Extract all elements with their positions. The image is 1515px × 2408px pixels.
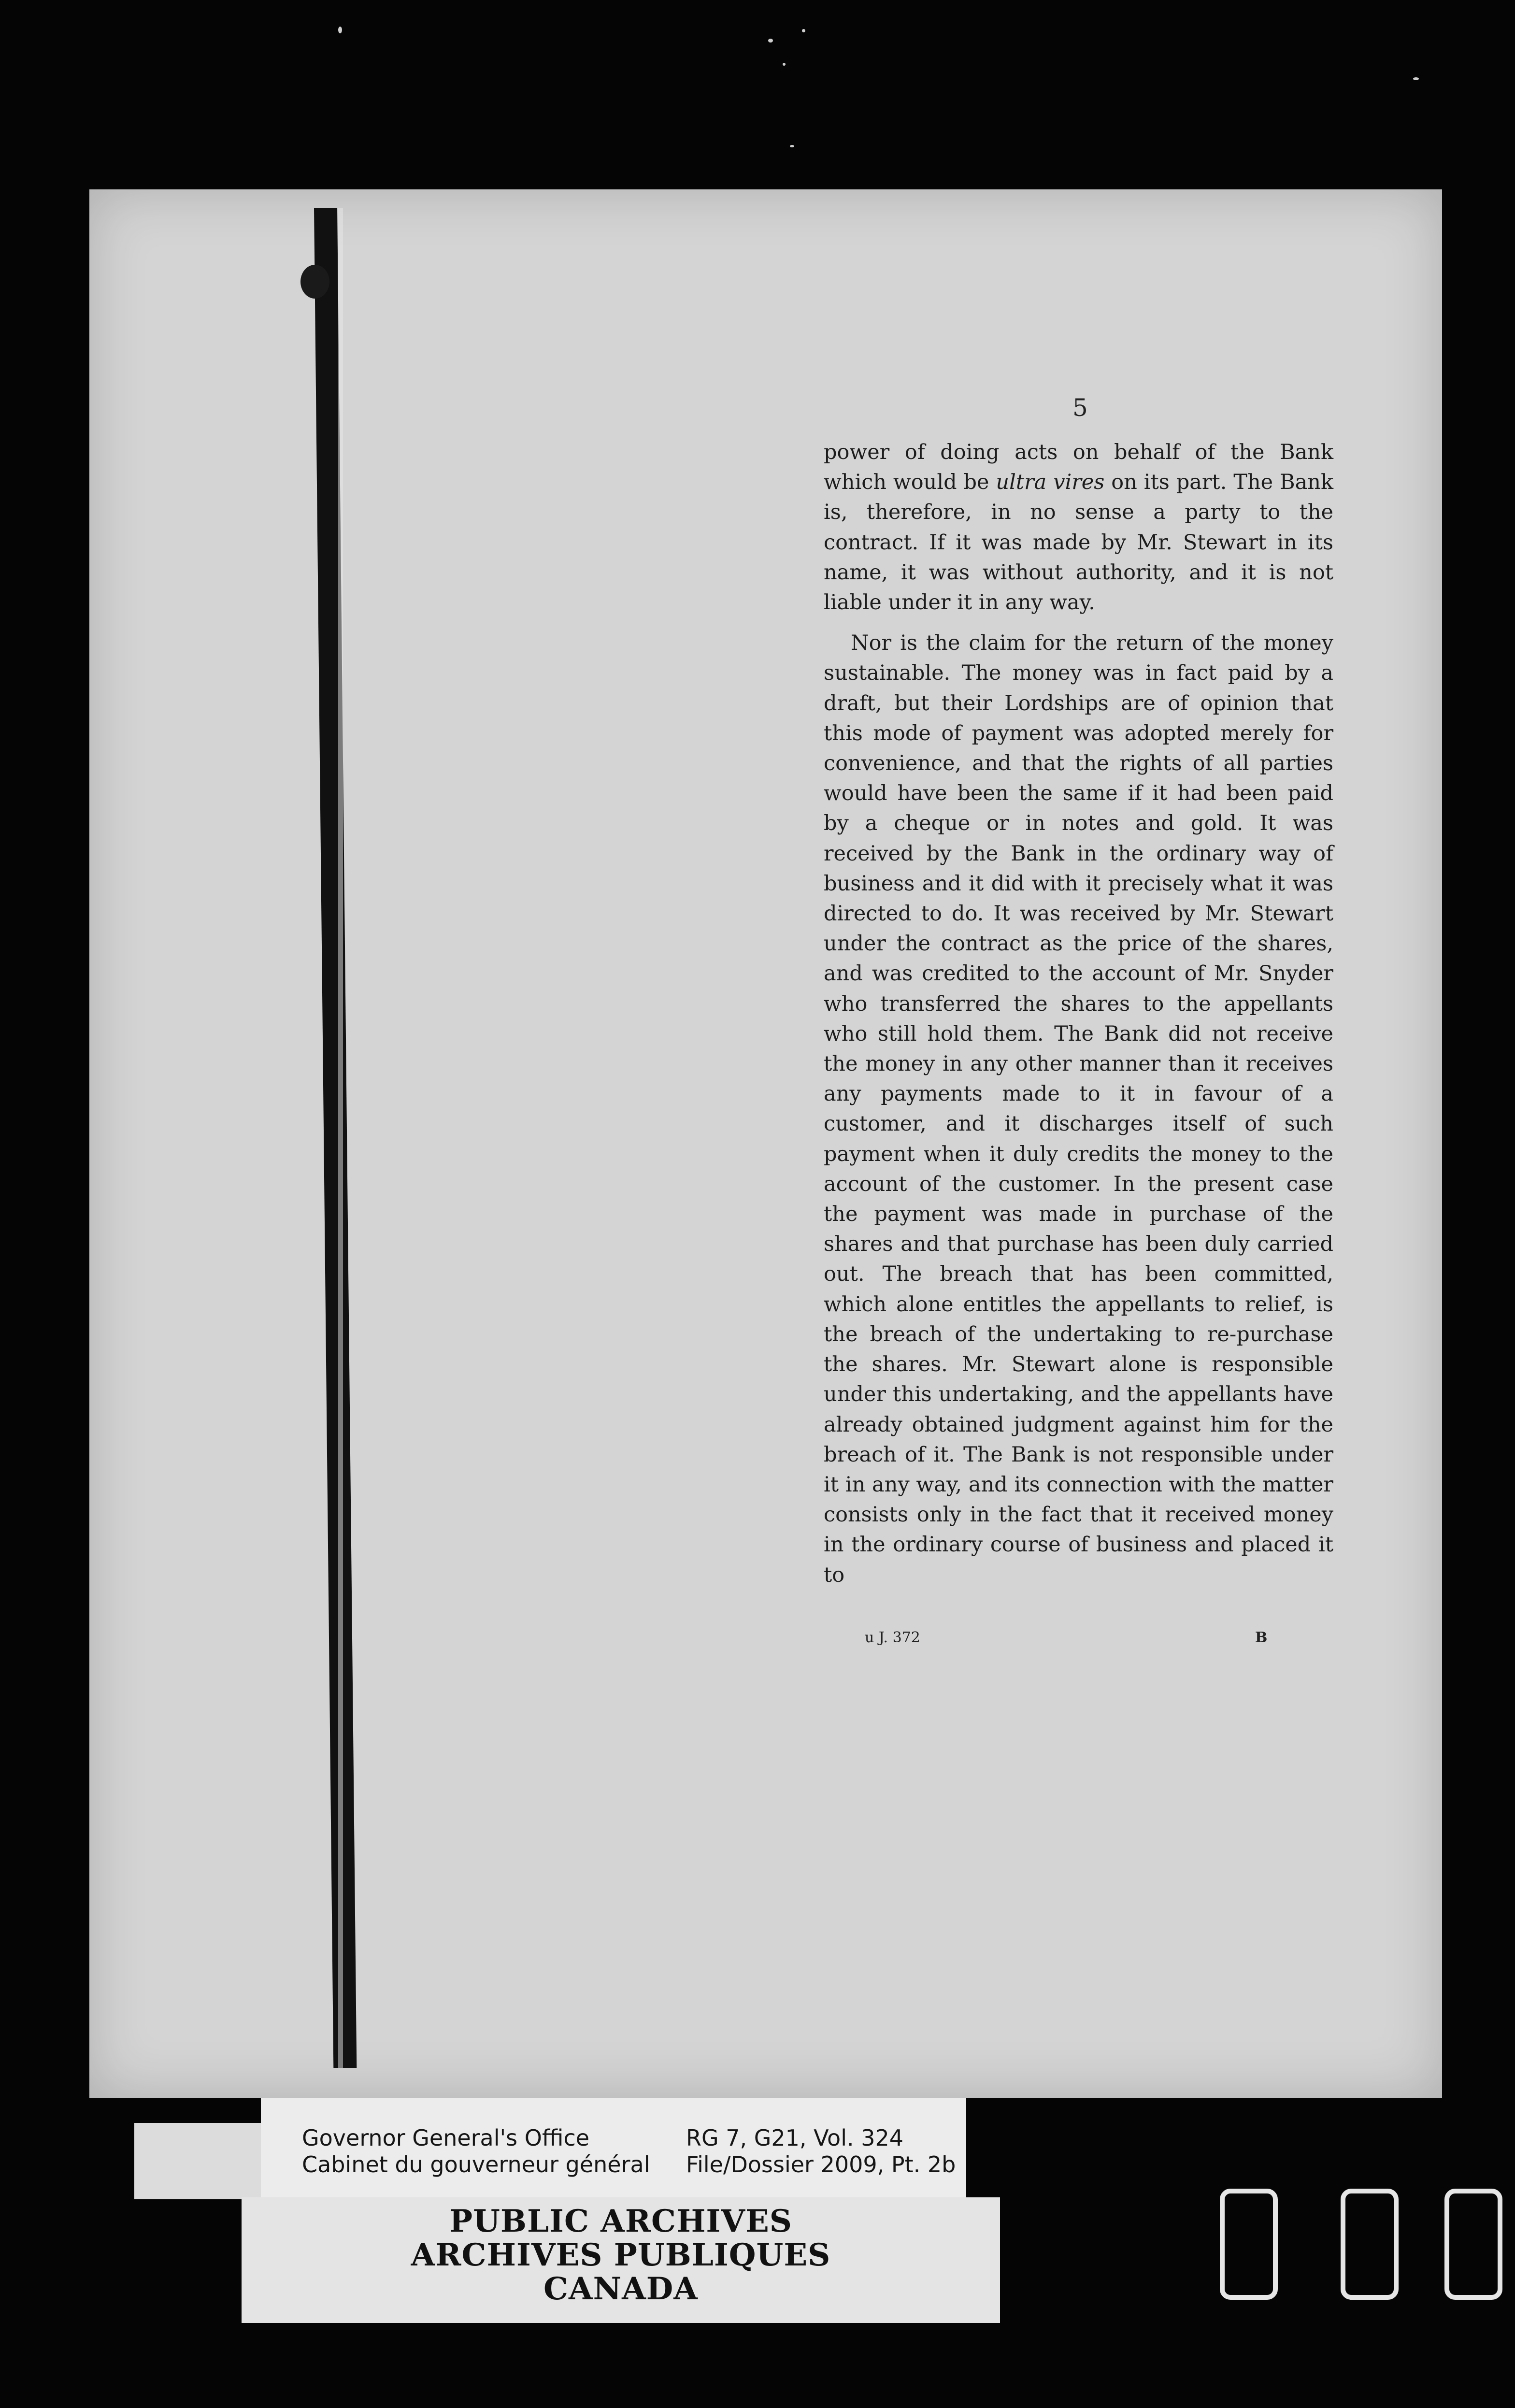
page-number: 5 <box>1072 394 1088 422</box>
frame-counter-digit <box>1341 2189 1399 2300</box>
record-group-reference: RG 7, G21, Vol. 324 <box>686 2125 904 2151</box>
printer-mark: u J. 372 <box>865 1629 920 1646</box>
film-speck <box>338 27 342 33</box>
stamp-line-public-archives: PUBLIC ARCHIVES <box>449 2203 793 2239</box>
paragraph: Nor is the claim for the return of the money sustainable. The money was in fact paid by a draft, but their Lordships are of opinion that this mode of payment was adopted merely for convenience, and that the rights of all parties would have been the same if it had been paid by a cheque or in notes and gold. It was received by the Bank in the ordinary way of business and it did with it precisely what it was directed to do. It was received by Mr. Stewart under the contract as the price of the shares, and was credited to the account of Mr. Snyder who transferred the shares to the appellants who still hold them. The Bank did not receive the money in any other manner than it receives any payments made to it in favour of a customer, and it discharges itself of such payment when it duly credits the money to the account of the customer. In the present case the payment was made in purchase of the shares and that purchase has been duly carried out. The breach that has been committed, which alone entitles the appellants to relief, is the breach of the undertaking to re-purchase the shares. Mr. Stewart alone is responsible under this undertaking, and the appellants have already obtained judgment against him for the breach of it. The Bank is not responsible under it in any way, and its connection with the matter consists only in the fact that it received money in the ordinary course of business and placed it to <box>824 631 1333 1587</box>
stamp-line-archives-publiques: ARCHIVES PUBLIQUES <box>411 2237 831 2273</box>
film-speck <box>790 145 794 147</box>
film-speck <box>1413 77 1419 80</box>
signature-letter: B <box>1255 1629 1268 1646</box>
office-name-fr: Cabinet du gouverneur général <box>302 2151 650 2178</box>
binding-hole <box>300 265 329 299</box>
paragraph: power of doing acts on behalf of the Bank which would be ultra vires on its part. The Bank is, therefore, in no sense a party to the contract. If it was made by Mr. Stewart in its name, it was without authority, and it is not liable under it in any way. <box>824 440 1333 615</box>
label-backing <box>134 2123 261 2199</box>
file-reference: File/Dossier 2009, Pt. 2b <box>686 2151 956 2178</box>
film-speck <box>783 63 786 66</box>
frame-counter-digit <box>1220 2189 1278 2300</box>
film-speck <box>802 29 805 32</box>
frame-counter-digit <box>1444 2189 1502 2300</box>
body-text-column <box>824 437 1333 1601</box>
film-speck <box>768 39 773 43</box>
stamp-line-canada: CANADA <box>543 2271 698 2307</box>
office-name-en: Governor General's Office <box>302 2125 590 2151</box>
page-fold-highlight <box>338 208 343 2068</box>
